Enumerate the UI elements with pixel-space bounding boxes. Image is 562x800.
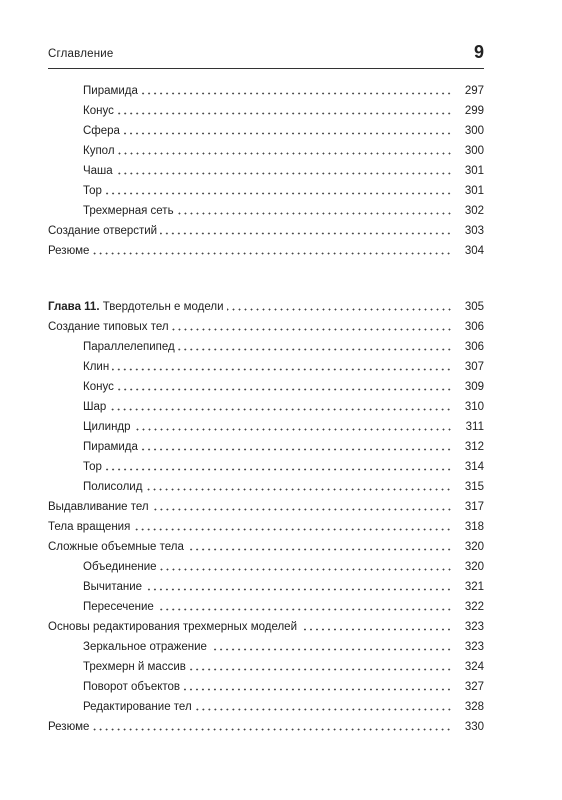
toc-entry-page: 314 <box>464 461 484 473</box>
toc-entry-page: 327 <box>464 681 484 693</box>
toc-entry <box>48 554 484 574</box>
toc-entry-page: 301 <box>464 165 484 177</box>
toc-entry-label: Создание типовых тел <box>48 321 169 333</box>
toc-entry <box>48 574 484 594</box>
dot-leader <box>160 232 452 235</box>
toc-entry-label: Тор <box>83 461 102 473</box>
dot-leader <box>145 488 452 491</box>
toc-entry-label: Пирамида <box>83 441 138 453</box>
dot-leader <box>183 688 452 691</box>
toc-entry-page: 323 <box>464 621 484 633</box>
toc-entry-label: Редактирование тел <box>83 701 192 713</box>
toc-entry-label: Зеркальное отражение <box>83 641 207 653</box>
dot-leader <box>141 448 452 451</box>
toc-entry-label: Полисолид <box>83 481 143 493</box>
toc-entry-page: 299 <box>464 105 484 117</box>
toc-entry-label: Резюме <box>48 721 90 733</box>
toc-entry-page: 309 <box>464 381 484 393</box>
toc-entry <box>48 414 484 434</box>
toc-entry <box>48 694 484 714</box>
toc-entry <box>48 334 484 354</box>
dot-leader <box>160 568 452 571</box>
dot-leader <box>172 328 452 331</box>
toc-entry-page: 315 <box>464 481 484 493</box>
toc-entry-page: 321 <box>464 581 484 593</box>
toc-entry-label: Поворот объектов <box>83 681 181 693</box>
toc-entry-label: Трехмерная сеть <box>83 205 174 217</box>
toc-entry-label: Выдавливание тел <box>48 501 149 513</box>
toc-entry-label: Клин <box>83 361 110 373</box>
toc-entry-label: Пирамида <box>83 85 138 97</box>
toc-entry-page: 306 <box>464 321 484 333</box>
toc-entry-label: Шар <box>83 401 107 413</box>
toc-entry <box>48 674 484 694</box>
toc-entry <box>48 534 484 554</box>
toc-entry-page: 310 <box>464 401 484 413</box>
toc-entry <box>48 474 484 494</box>
toc-entry <box>48 634 484 654</box>
toc-entry <box>48 178 484 198</box>
toc-entry-page: 301 <box>464 185 484 197</box>
dot-leader <box>210 648 452 651</box>
toc-entry-label: Сфера <box>83 125 120 137</box>
chapter-title: Твердотельн е модели <box>102 301 224 313</box>
page-number: 9 <box>473 42 484 62</box>
dot-leader <box>227 308 453 311</box>
toc-entry-page: 312 <box>464 441 484 453</box>
dot-leader <box>133 528 452 531</box>
toc-entry <box>48 138 484 158</box>
toc-entry <box>48 494 484 514</box>
dot-leader <box>117 112 452 115</box>
toc-entry-page: 303 <box>464 225 484 237</box>
toc-entry-label: Конус <box>83 105 114 117</box>
toc-chapter-entry <box>48 294 484 314</box>
dot-leader <box>123 132 452 135</box>
toc-entry-page: 328 <box>464 701 484 713</box>
toc-entry-page: 324 <box>464 661 484 673</box>
dot-leader <box>134 428 452 431</box>
toc-entry <box>48 434 484 454</box>
toc-entry <box>48 238 484 258</box>
running-head <box>48 44 484 69</box>
toc-entry-page: 306 <box>464 341 484 353</box>
toc-entry <box>48 374 484 394</box>
toc-entry-page: 323 <box>464 641 484 653</box>
dot-leader <box>116 172 452 175</box>
running-title: Сглавление <box>48 48 114 60</box>
toc-entry-page: 305 <box>464 301 484 313</box>
toc-entry-label: Чаша <box>83 165 113 177</box>
toc-entry-label: Сложные объемные тела <box>48 541 184 553</box>
toc-entry <box>48 78 484 98</box>
dot-leader <box>178 348 452 351</box>
toc-entry-page: 300 <box>464 125 484 137</box>
toc-entry-page: 330 <box>464 721 484 733</box>
dot-leader <box>112 368 452 371</box>
toc-entry-label: Параллелепипед <box>83 341 175 353</box>
toc-entry-label: Пересечение <box>83 601 154 613</box>
toc-entry-page: 320 <box>464 561 484 573</box>
dot-leader <box>145 588 452 591</box>
toc-chapter-label <box>48 300 227 314</box>
toc-entry <box>48 98 484 118</box>
dot-leader <box>157 608 452 611</box>
toc-entry <box>48 198 484 218</box>
toc-entry <box>48 158 484 178</box>
toc-entry-page: 304 <box>464 245 484 257</box>
dot-leader <box>187 548 452 551</box>
toc-entry-page: 297 <box>464 85 484 97</box>
dot-leader <box>177 212 452 215</box>
dot-leader <box>118 152 452 155</box>
toc-entry-page: 307 <box>464 361 484 373</box>
toc-entry-label: Объединение <box>83 561 157 573</box>
toc-entry <box>48 714 484 734</box>
toc-entry <box>48 514 484 534</box>
dot-leader <box>152 508 452 511</box>
toc-entry <box>48 394 484 414</box>
dot-leader <box>195 708 452 711</box>
toc-entry <box>48 454 484 474</box>
toc-entry-label: Цилиндр <box>83 421 131 433</box>
dot-leader <box>92 728 452 731</box>
toc-entry-page: 320 <box>464 541 484 553</box>
dot-leader <box>105 192 452 195</box>
toc-entry-page: 317 <box>464 501 484 513</box>
dot-leader <box>117 388 452 391</box>
toc-entry-label: Резюме <box>48 245 90 257</box>
toc-entry-page: 318 <box>464 521 484 533</box>
toc-entry-label: Купол <box>83 145 115 157</box>
toc-entry-page: 322 <box>464 601 484 613</box>
toc-entry <box>48 654 484 674</box>
toc-entry-label: Конус <box>83 381 114 393</box>
toc-entry-label: Тор <box>83 185 102 197</box>
toc-entry <box>48 118 484 138</box>
toc-entry-label: Трехмерн й массив <box>83 661 186 673</box>
chapter-number: Глава 11. <box>48 301 100 313</box>
toc-entry <box>48 614 484 634</box>
dot-leader <box>189 668 452 671</box>
toc-entry <box>48 218 484 238</box>
toc-entry-label: Основы редактирования трехмерных моделей <box>48 621 297 633</box>
toc-entry <box>48 314 484 334</box>
toc-entry-label: Создание отверстий <box>48 225 158 237</box>
toc-entry-label: Тела вращения <box>48 521 131 533</box>
dot-leader <box>92 252 452 255</box>
toc-entry-page: 311 <box>465 421 484 433</box>
dot-leader <box>109 408 452 411</box>
dot-leader <box>141 92 452 95</box>
toc-entry-page: 302 <box>464 205 484 217</box>
toc-entry <box>48 594 484 614</box>
toc-entry-page: 300 <box>464 145 484 157</box>
dot-leader <box>105 468 452 471</box>
toc-entry <box>48 354 484 374</box>
toc-entry-label: Вычитание <box>83 581 143 593</box>
dot-leader <box>300 628 452 631</box>
